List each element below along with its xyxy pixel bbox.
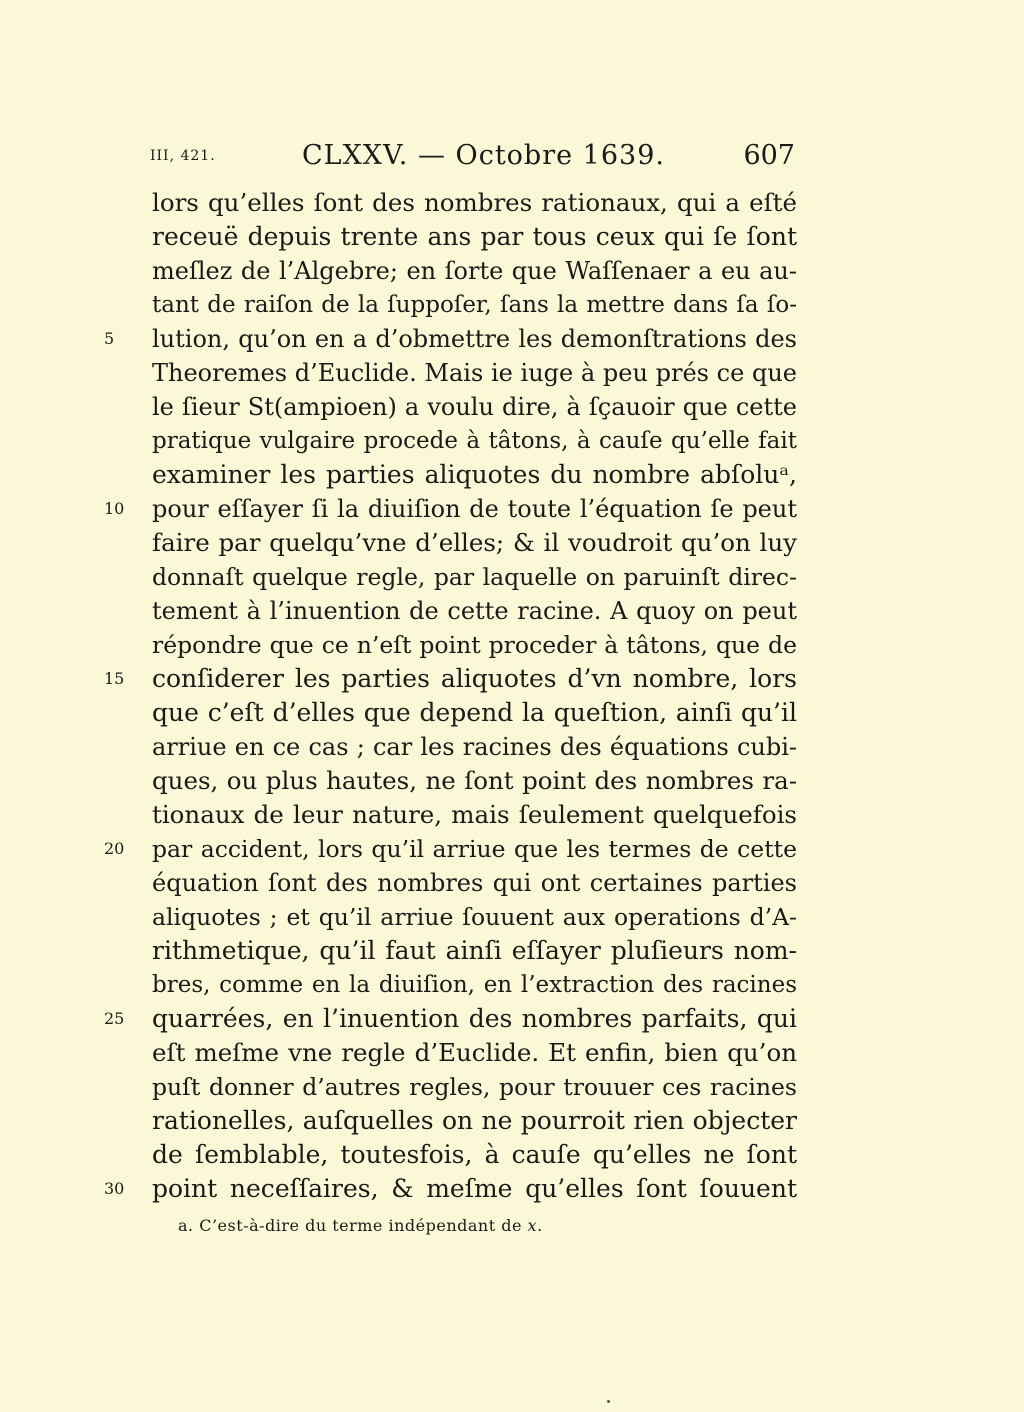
line-text: examiner les parties aliquotes du nombre abſoluᵃ, [152,460,797,489]
text-line [104,662,797,696]
text-line [152,594,797,628]
text-line [152,288,797,322]
paper-speck [607,1400,610,1403]
line-number: 30 [104,1179,125,1198]
line-text: rithmetique, qu’il faut ainſi eſſayer pluſieurs nom- [152,936,797,965]
line-number: 20 [104,839,125,858]
line-text: bres, comme en la diuiſion, en l’extraction des racines [152,972,797,998]
line-text: quarrées, en l’inuention des nombres parfaits, qui [152,1004,797,1033]
volume-reference: III, 421. [150,148,216,164]
footnote-text: C’est-à-dire du terme indépendant de [199,1216,522,1235]
line-text: point neceſſaires, & meſme qu’elles ſont ſouuent [152,1174,797,1203]
text-line [152,764,797,798]
text-line [152,798,797,832]
line-text: pour eſſayer ſi la diuiſion de toute l’équation ſe peut [152,495,797,523]
text-line [152,1104,797,1138]
line-text: meſlez de l’Algebre; en ſorte que Waſſenaer a eu au- [152,257,797,285]
line-text: aliquotes ; et qu’il arriue ſouuent aux operations d’A- [152,903,797,931]
text-line [152,968,797,1002]
letter-heading: CLXXV. — Octobre 1639. [302,140,665,171]
text-line [152,458,797,492]
text-line [152,1138,797,1172]
text-line [152,696,797,730]
line-text: équation ſont des nombres qui ont certaines parties [152,869,797,897]
line-text: receuë depuis trente ans par tous ceux qui ſe ſont [152,222,797,251]
line-number: 5 [104,329,115,348]
line-text: rationelles, auſquelles on ne pourroit rien objecter [152,1106,797,1135]
line-number: 10 [104,499,125,518]
footnote-end: . [537,1216,543,1235]
line-text: par accident, lors qu’il arriue que les termes de cette [152,835,797,863]
page-number: 607 [743,140,795,171]
line-text: eſt meſme vne regle d’Euclide. Et enfin, bien qu’on [152,1038,797,1067]
text-line [104,1172,797,1206]
text-line [152,900,797,934]
footnote-variable: x [527,1216,538,1235]
text-line [152,1036,797,1070]
line-text: répondre que ce n’eſt point proceder à tâtons, que de [152,631,797,659]
line-number: 25 [104,1009,125,1028]
line-text: Theoremes d’Euclide. Mais ie iuge à peu prés ce que [152,359,797,387]
line-text: lution, qu’on en a d’obmettre les demonſtrations des [152,325,797,353]
text-line [104,1002,797,1036]
line-number: 15 [104,669,125,688]
text-line [152,866,797,900]
text-line [152,254,797,288]
line-text: puſt donner d’autres regles, pour trouuer ces racines [152,1073,797,1101]
line-text: ques, ou plus hautes, ne ſont point des nombres ra- [152,766,797,795]
line-text: donnaſt quelque regle, par laquelle on paruinſt direc- [152,563,797,591]
line-text: tionaux de leur nature, mais ſeulement quelquefois [152,800,797,829]
text-line [152,628,797,662]
text-line [152,560,797,594]
text-line [152,424,797,458]
line-text: arriue en ce cas ; car les racines des équations cubi- [152,733,797,761]
line-text: tement à l’inuention de cette racine. A quoy on peut [152,597,797,625]
text-line [152,934,797,968]
footnote-marker: a. [178,1216,194,1235]
text-line [152,220,797,254]
text-line [104,832,797,866]
text-line [152,356,797,390]
text-line [104,492,797,526]
line-text: le ſieur St(ampioen) a voulu dire, à ſçauoir que cette [152,393,797,421]
text-line [152,1070,797,1104]
line-text: conſiderer les parties aliquotes d’vn nombre, lors [152,664,797,693]
footnote [178,1216,543,1235]
line-text: de ſemblable, toutesfois, à cauſe qu’elles ne ſont [152,1140,797,1169]
line-text: lors qu’elles ſont des nombres rationaux, qui a eſté [152,188,797,217]
text-line [104,322,797,356]
line-text: faire par quelqu’vne d’elles; & il voudroit qu’on luy [152,528,797,557]
line-text: pratique vulgaire procede à tâtons, à cauſe qu’elle fait [152,428,797,454]
text-line [152,526,797,560]
body-text [104,186,797,1206]
line-text: tant de raiſon de la ſuppoſer, ſans la mettre dans ſa ſo- [152,292,797,318]
text-line [152,730,797,764]
line-text: que c’eſt d’elles que depend la queſtion, ainſi qu’il [152,698,797,727]
running-header [150,140,795,176]
text-line [152,390,797,424]
text-line [152,186,797,220]
